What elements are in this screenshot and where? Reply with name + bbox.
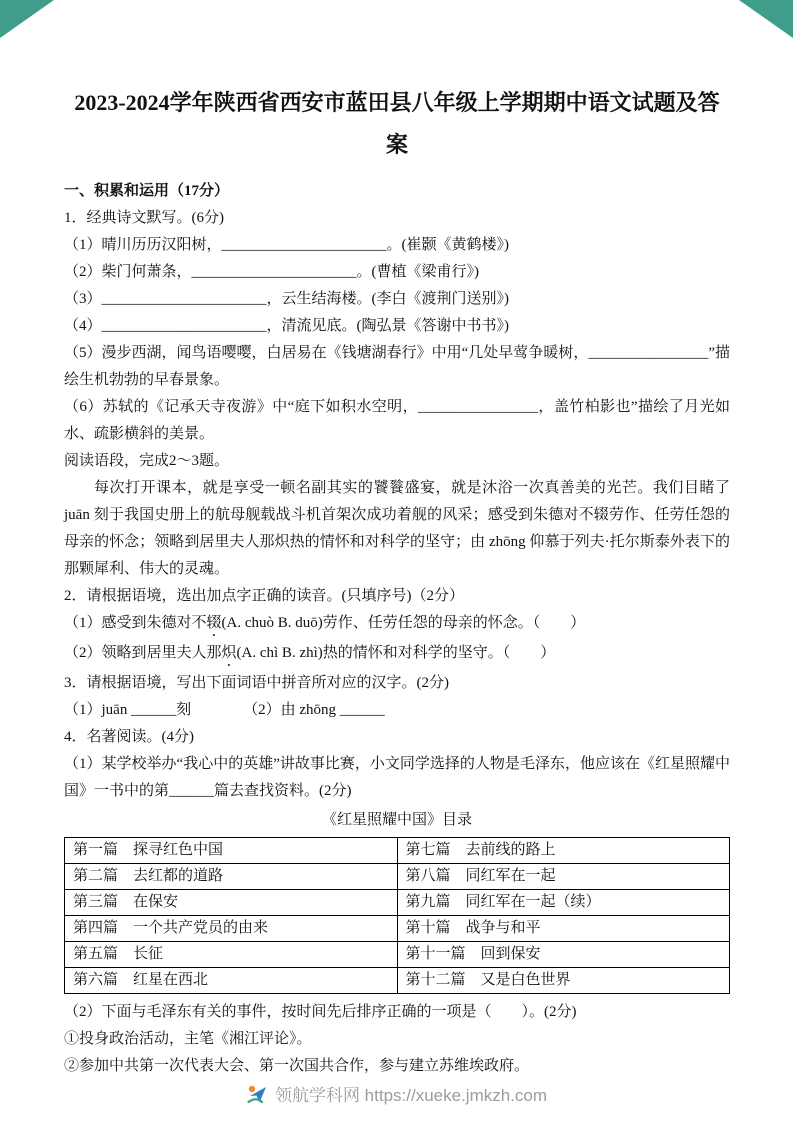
q3-blanks-line xyxy=(64,697,730,724)
table-row xyxy=(65,864,730,890)
toc-cell-right: 第九篇 同红军在一起（续） xyxy=(397,890,730,916)
q2-item-2-pre: （2）领略到居里夫人那 xyxy=(64,645,222,661)
exam-title: 2023-2024学年陕西省西安市蓝田县八年级上学期期中语文试题及答案 xyxy=(74,90,720,157)
toc-cell-left: 第三篇 在保安 xyxy=(65,890,398,916)
q2-item-1-pre: （1）感受到朱德对不 xyxy=(64,615,207,631)
page-footer xyxy=(0,1081,793,1106)
q3-stem: 3．请根据语境，写出下面词语中拼音所对应的汉字。(2分) xyxy=(64,675,449,691)
q3-part-1: （1）juān ______刻 xyxy=(64,702,192,718)
q2-stem: 2．请根据语境，选出加点字正确的读音。(只填序号)（2分） xyxy=(64,588,464,604)
toc-cell-right: 第七篇 去前线的路上 xyxy=(397,838,730,864)
q1-item-6: （6）苏轼的《记承天寺夜游》中“庭下如积水空明，________________，盖竹柏影也”描绘了月光如水、疏影横斜的美景。 xyxy=(64,399,730,442)
q4-stem: 4．名著阅读。(4分) xyxy=(64,729,194,745)
toc-cell-right: 第十篇 战争与和平 xyxy=(397,916,730,942)
toc-cell-left: 第四篇 一个共产党员的由来 xyxy=(65,916,398,942)
q1-item-5: （5）漫步西湖，闻鸟语嘤嘤，白居易在《钱塘湖春行》中用“几处早莺争暖树，________________”描绘生机勃勃的早春景象。 xyxy=(64,345,730,388)
table-row xyxy=(65,890,730,916)
q4-event-1: ①投身政治活动，主笔《湘江评论》。 xyxy=(64,1031,312,1047)
toc-table-caption: 《红星照耀中国》目录 xyxy=(321,812,472,828)
toc-table xyxy=(64,837,730,994)
table-row xyxy=(65,968,730,994)
corner-decoration-right-icon xyxy=(739,0,793,38)
corner-decoration-left-icon xyxy=(0,0,54,38)
footer-site-text: 领航学科网 https://xueke.jmkzh.com xyxy=(274,1086,548,1105)
toc-cell-right: 第八篇 同红军在一起 xyxy=(397,864,730,890)
toc-cell-left: 第一篇 探寻红色中国 xyxy=(65,838,398,864)
toc-cell-right: 第十二篇 又是白色世界 xyxy=(397,968,730,994)
q4-item-2: （2）下面与毛泽东有关的事件，按时间先后排序正确的一项是（ ）。(2分) xyxy=(64,1004,577,1020)
q4-event-2: ②参加中共第一次代表大会、第一次国共合作，参与建立苏维埃政府。 xyxy=(64,1058,530,1074)
q1-item-3: （3）______________________，云生结海楼。(李白《渡荆门送别》) xyxy=(64,291,509,307)
q2-item-2 xyxy=(64,640,730,670)
q2-item-2-dotted-char: 炽 xyxy=(221,645,237,661)
q2-item-1-dotted-char: 辍 xyxy=(206,615,222,631)
table-row xyxy=(65,942,730,968)
table-row xyxy=(65,916,730,942)
q2-item-1-post: (A. chuò B. duō)劳作、任劳任怨的母亲的怀念。（ ） xyxy=(221,615,586,631)
table-row xyxy=(65,838,730,864)
toc-cell-left: 第六篇 红星在西北 xyxy=(65,968,398,994)
q4-item-1: （1）某学校举办“我心中的英雄”讲故事比赛，小文同学选择的人物是毛泽东，他应该在《红星照耀中国》一书中的第______篇去查找资料。(2分) xyxy=(64,756,730,799)
site-logo-icon xyxy=(246,1083,268,1105)
q3-part-2: （2）由 zhōng ______ xyxy=(243,702,385,718)
toc-cell-left: 第五篇 长征 xyxy=(65,942,398,968)
document-content xyxy=(64,82,730,1080)
q2-item-1 xyxy=(64,610,730,640)
q2-item-2-post: (A. chì B. zhì)热的情怀和对科学的坚守。（ ） xyxy=(236,645,556,661)
toc-cell-left: 第二篇 去红都的道路 xyxy=(65,864,398,890)
q1-item-1: （1）晴川历历汉阳树，______________________。(崔颢《黄鹤楼》) xyxy=(64,237,509,253)
reading-passage: 每次打开课本，就是享受一顿名副其实的饕餮盛宴，就是沐浴一次真善美的光芒。我们目睹了 juān 刻于我国史册上的航母舰载战斗机首架次成功着舰的风采；感受到朱德对不辍劳作、任劳任怨的母亲的怀念；领略到居里夫人那炽热的情怀和对科学的坚守；由 zhōng 仰慕于列夫·托尔斯泰外表下的那颗犀利、伟大的灵魂。 xyxy=(64,480,730,577)
toc-cell-right: 第十一篇 回到保安 xyxy=(397,942,730,968)
q1-item-2: （2）柴门何萧条，______________________。(曹植《梁甫行》) xyxy=(64,264,479,280)
reading-intro: 阅读语段，完成2～3题。 xyxy=(64,453,230,469)
q1-item-4: （4）______________________，清流见底。(陶弘景《答谢中书书》) xyxy=(64,318,509,334)
section-heading: 一、积累和运用（17分） xyxy=(64,183,230,199)
q1-stem: 1．经典诗文默写。(6分) xyxy=(64,210,224,226)
